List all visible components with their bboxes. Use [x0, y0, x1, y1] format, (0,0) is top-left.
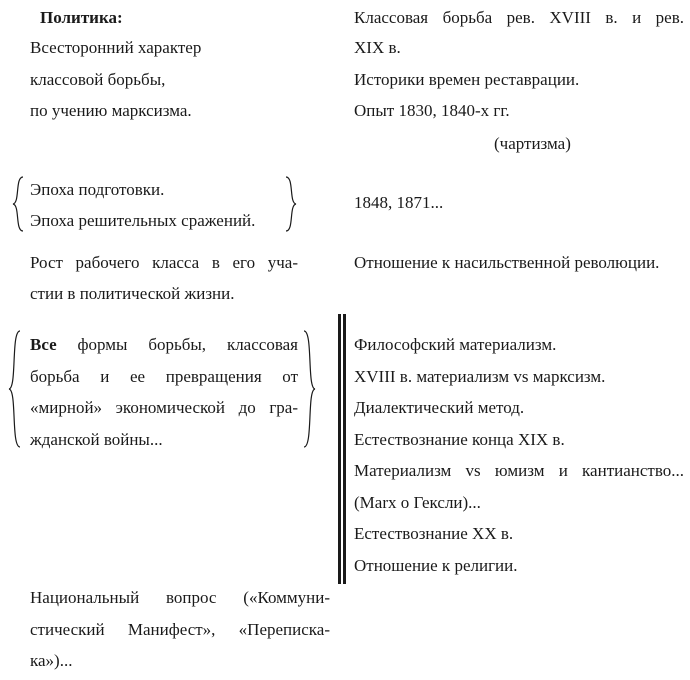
left-brace-icon: [8, 330, 22, 448]
right-brace-icon: [284, 176, 298, 232]
left-text-line: «мирной» экономической до гра-: [30, 398, 298, 417]
right-text-line: Диалектический метод.: [354, 398, 525, 417]
right-text-line: 1848, 1871...: [354, 193, 444, 212]
left-text-line: Национальный вопрос («Коммуни-: [30, 588, 330, 607]
right-text-line: Естествознание конца XIX в.: [354, 430, 565, 449]
right-text-line: Классовая борьба рев. XVIII в. и рев.: [354, 8, 684, 27]
left-text-line: Эпоха подготовки.: [30, 180, 165, 199]
right-text-line: XVIII в. материализм vs марксизм.: [354, 367, 606, 386]
right-text-line: Естествознание XX в.: [354, 524, 514, 543]
right-text-line: (Marx о Гексли)...: [354, 493, 481, 512]
emphasis-all: Все: [30, 335, 57, 354]
left-brace-icon: [12, 176, 26, 232]
left-text-line: классовой борьбы,: [30, 70, 166, 89]
left-text-line: стии в политической жизни.: [30, 284, 235, 303]
right-text-line: Отношение к религии.: [354, 556, 518, 575]
right-text-line: Материализм vs юмизм и кантианство...: [354, 461, 684, 480]
right-text-line: (чартизма): [494, 134, 571, 153]
left-text-line: Рост рабочего класса в его уча-: [30, 253, 298, 272]
double-rule-left: [338, 314, 341, 584]
left-text-line: по учению марксизма.: [30, 101, 192, 120]
right-text-line: Историки времен реставрации.: [354, 70, 580, 89]
left-text-line: жданской войны...: [30, 430, 163, 449]
left-text-line: борьба и ее превращения от: [30, 367, 298, 386]
right-text-line: Опыт 1830, 1840-х гг.: [354, 101, 510, 120]
double-rule-right: [343, 314, 346, 584]
right-text-line: Отношение к насильственной революции.: [354, 253, 660, 272]
section-heading-politics: Политика:: [40, 8, 123, 27]
left-text-line: Всесторонний характер: [30, 38, 202, 57]
right-text-line: Философский материализм.: [354, 335, 557, 354]
left-text-line: ка»)...: [30, 651, 73, 670]
left-text-line: Эпоха решительных сражений.: [30, 211, 256, 230]
left-text-line: Все формы борьбы, классовая: [30, 335, 298, 354]
right-brace-icon: [302, 330, 316, 448]
left-text-line: стический Манифест», «Переписка-: [30, 620, 330, 639]
right-text-line: XIX в.: [354, 38, 401, 57]
